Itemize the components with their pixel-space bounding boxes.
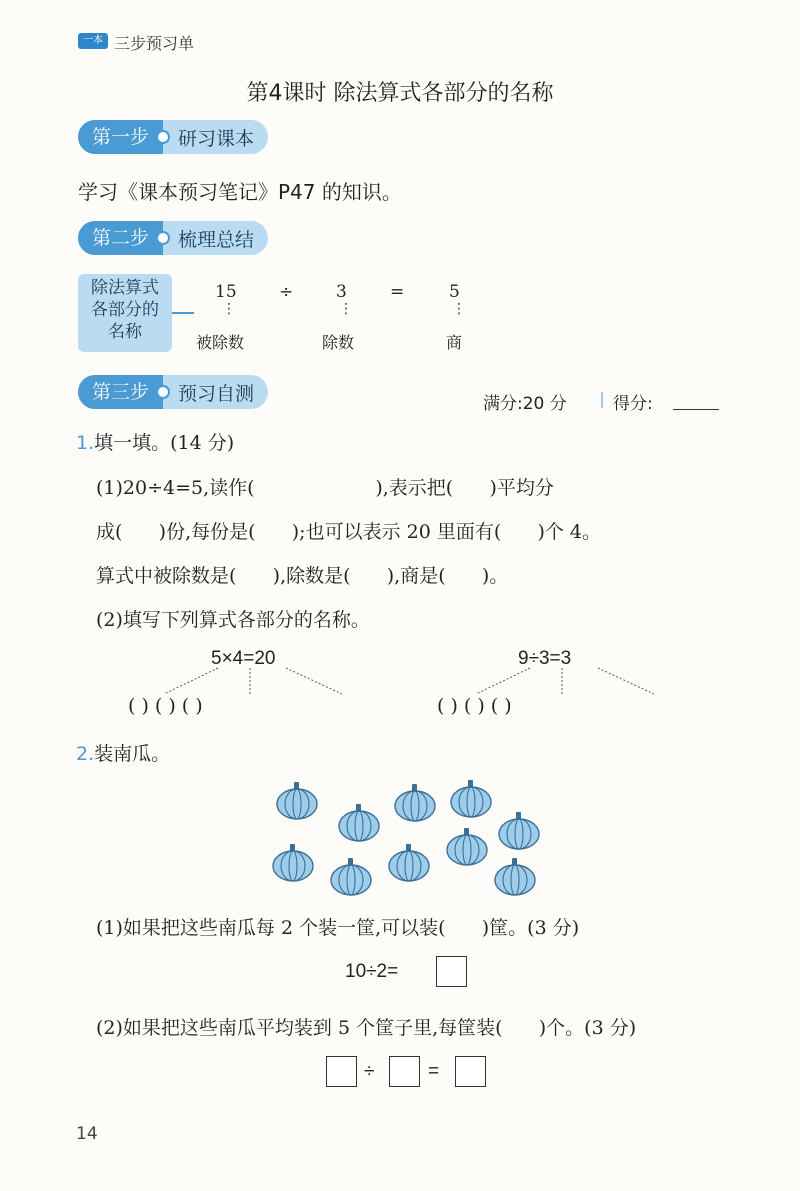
question-number: 2. xyxy=(76,743,95,765)
lesson-title: 第4课时 除法算式各部分的名称 xyxy=(246,81,554,106)
answer-box[interactable] xyxy=(326,1056,357,1087)
q2-expression-1: 10÷2= xyxy=(345,961,399,982)
q1-line-3: 算式中被除数是( ),除数是( ),商是( )。 xyxy=(96,565,509,587)
question-number: 1. xyxy=(76,432,95,454)
page-number: 14 xyxy=(76,1124,98,1144)
step-number: 第二步 xyxy=(78,221,163,255)
connector-line xyxy=(172,312,194,314)
equals-sign: = xyxy=(428,1061,440,1082)
step-number: 第三步 xyxy=(78,375,163,409)
eq-equals: = xyxy=(390,282,405,302)
score-label: 得分: xyxy=(613,394,653,414)
score-divider xyxy=(601,392,603,408)
pumpkin-icon xyxy=(339,804,379,841)
dots-icon: ⋮ xyxy=(222,301,236,317)
q1-line-1: (1)20÷4=5,读作( ),表示把( )平均分 xyxy=(96,477,554,499)
pumpkin-icon xyxy=(451,780,491,817)
question-1-heading xyxy=(76,428,234,455)
step-two-tag xyxy=(78,221,268,255)
step-number: 第一步 xyxy=(78,120,163,154)
eq-dividend: 15 xyxy=(215,282,237,302)
score-blank[interactable] xyxy=(673,409,719,410)
parts-answer-blanks-a[interactable]: ( ) ( ) ( ) xyxy=(128,695,203,717)
name-dividend: 被除数 xyxy=(196,333,245,352)
q1-sub-2: (2)填写下列算式各部分的名称。 xyxy=(96,609,370,631)
pumpkin-icon xyxy=(277,782,317,819)
connector-dotted-line xyxy=(286,668,342,694)
parts-answer-blanks-b[interactable]: ( ) ( ) ( ) xyxy=(437,695,512,717)
eq-quotient: 5 xyxy=(449,282,460,302)
divide-sign: ÷ xyxy=(364,1061,375,1082)
expression-division: 9÷3=3 xyxy=(518,648,572,669)
full-score: 满分:20 分 xyxy=(483,394,567,414)
answer-box[interactable] xyxy=(389,1056,420,1087)
question-title: 填一填。(14 分) xyxy=(94,432,235,454)
q1-line-2: 成( )份,每份是( );也可以表示 20 里面有( )个 4。 xyxy=(96,521,602,543)
question-title: 装南瓜。 xyxy=(94,743,171,765)
box-line: 名称 xyxy=(108,322,142,342)
expression-multiplication: 5×4=20 xyxy=(211,648,276,669)
dots-icon: ⋮ xyxy=(452,301,466,317)
q2-sub-1: (1)如果把这些南瓜每 2 个装一筐,可以装( )筐。(3 分) xyxy=(96,917,580,939)
pumpkin-icon xyxy=(395,784,435,821)
pumpkin-icon xyxy=(499,812,539,849)
pumpkin-group xyxy=(260,780,550,900)
pumpkin-icon xyxy=(331,858,371,895)
division-parts-box xyxy=(78,274,172,352)
series-title: 三步预习单 xyxy=(114,34,195,53)
step-one-text: 学习《课本预习笔记》P47 的知识。 xyxy=(78,180,402,204)
connector-dotted-line xyxy=(598,668,654,694)
name-quotient: 商 xyxy=(446,333,463,352)
answer-box[interactable] xyxy=(436,956,467,987)
pumpkin-icon xyxy=(273,844,313,881)
q2-sub-2: (2)如果把这些南瓜平均装到 5 个筐子里,每筐装( )个。(3 分) xyxy=(96,1017,637,1039)
step-one-tag xyxy=(78,120,268,154)
box-line: 各部分的 xyxy=(91,300,159,320)
question-2-heading xyxy=(76,739,170,766)
step-dot-icon xyxy=(156,385,170,399)
series-logo: 一本 xyxy=(78,33,108,49)
connector-dotted-line xyxy=(476,668,530,694)
step-name: 研习课本 xyxy=(178,127,255,150)
box-line: 除法算式 xyxy=(91,278,159,298)
pumpkin-icon xyxy=(447,828,487,865)
dotted-connectors xyxy=(120,664,720,700)
connector-dotted-line xyxy=(164,668,218,694)
pumpkin-icon xyxy=(389,844,429,881)
name-divisor: 除数 xyxy=(322,333,355,352)
step-name: 预习自测 xyxy=(178,382,255,405)
pumpkin-icon xyxy=(495,858,535,895)
dots-icon: ⋮ xyxy=(339,301,353,317)
eq-divide-sign: ÷ xyxy=(279,282,294,302)
step-dot-icon xyxy=(156,130,170,144)
eq-divisor: 3 xyxy=(336,282,347,302)
answer-box[interactable] xyxy=(455,1056,486,1087)
step-dot-icon xyxy=(156,231,170,245)
step-three-tag xyxy=(78,375,268,409)
step-name: 梳理总结 xyxy=(178,228,255,251)
